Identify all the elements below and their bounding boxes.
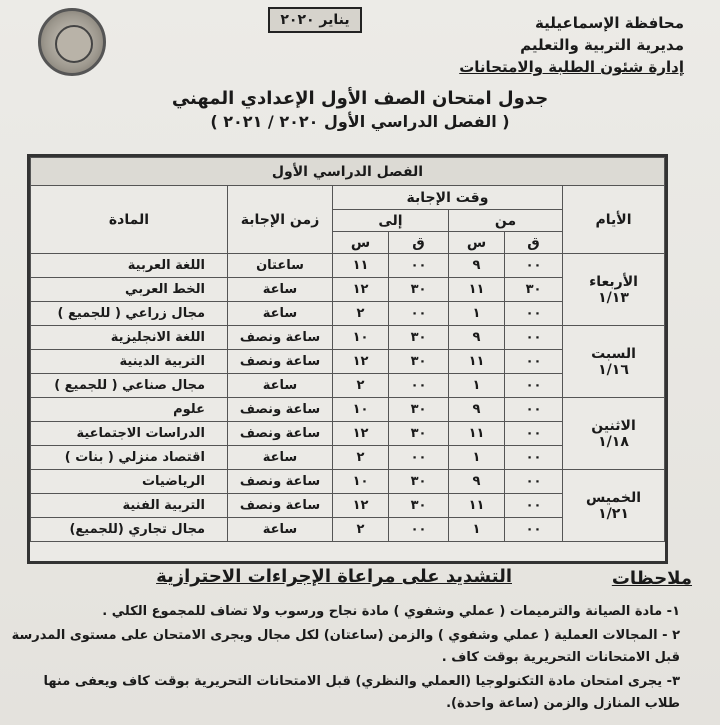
subject-cell: التربية الفنية <box>31 494 228 518</box>
to-hours-cell: ١٢ <box>333 350 389 374</box>
emblem-logo <box>38 8 106 76</box>
notes-heading: ملاحظات <box>611 568 692 589</box>
from-minutes-cell: ٠٠ <box>505 254 563 278</box>
from-minutes-cell: ٠٠ <box>505 518 563 542</box>
to-minutes-cell: ٣٠ <box>389 422 449 446</box>
note-1: ١- مادة الصيانة والترميمات ( عملي وشفوي ) مادة نجاح ورسوب ولا تضاف للمجموع الكلي . <box>102 604 680 619</box>
from-hours-cell: ١ <box>449 518 505 542</box>
subject-cell: علوم <box>31 398 228 422</box>
page-title: جدول امتحان الصف الأول الإعدادي المهني <box>171 88 549 109</box>
to-minutes-cell: ٣٠ <box>389 398 449 422</box>
day-cell <box>563 470 665 542</box>
day-name: الخميس <box>585 489 642 506</box>
from-hours-cell: ١ <box>449 374 505 398</box>
from-hours-cell: ١ <box>449 446 505 470</box>
from-hours-cell: ١١ <box>449 278 505 302</box>
subject-cell: الرياضيات <box>31 470 228 494</box>
to-hours-cell: ٢ <box>333 374 389 398</box>
to-header: إلى <box>333 210 449 232</box>
precautions-warning: التشديد على مراعاة الإجراءات الاحترازية <box>156 566 512 587</box>
duration-cell: ساعة ونصف <box>228 350 333 374</box>
to-hours-cell: ١٢ <box>333 422 389 446</box>
subject-header: المادة <box>31 186 228 254</box>
header-directorate: مديرية التربية والتعليم <box>520 36 684 54</box>
note-3b: طلاب المنازل والزمن (ساعة واحدة). <box>446 696 680 711</box>
from-hours-header: س <box>449 232 505 254</box>
date-box: يناير ٢٠٢٠ <box>268 7 362 33</box>
subject-cell: التربية الدينية <box>31 350 228 374</box>
from-minutes-cell: ٠٠ <box>505 398 563 422</box>
from-minutes-cell: ٠٠ <box>505 494 563 518</box>
duration-cell: ساعة ونصف <box>228 494 333 518</box>
duration-cell: ساعة <box>228 446 333 470</box>
to-minutes-header: ق <box>389 232 449 254</box>
from-minutes-cell: ٠٠ <box>505 350 563 374</box>
exam-schedule-table <box>30 157 665 542</box>
to-minutes-cell: ٣٠ <box>389 326 449 350</box>
to-hours-header: س <box>333 232 389 254</box>
header-department: إدارة شئون الطلبة والامتحانات <box>459 58 684 76</box>
duration-header: زمن الإجابة <box>228 186 333 254</box>
day-date: ١/٢١ <box>598 505 629 522</box>
from-hours-cell: ١ <box>449 302 505 326</box>
to-minutes-cell: ٣٠ <box>389 278 449 302</box>
day-cell <box>563 398 665 470</box>
subject-cell: اقتصاد منزلي ( بنات ) <box>31 446 228 470</box>
answer-time-header: وقت الإجابة <box>333 186 563 210</box>
from-minutes-cell: ٠٠ <box>505 470 563 494</box>
note-2a: ٢ - المجالات العملية ( عملي وشفوي ) والزمن (ساعتان) لكل مجال ويجرى الامتحان على مستوى المدرسة <box>11 628 680 643</box>
to-minutes-cell: ٠٠ <box>389 446 449 470</box>
duration-cell: ساعة <box>228 278 333 302</box>
from-minutes-cell: ٠٠ <box>505 374 563 398</box>
subject-cell: اللغة العربية <box>31 254 228 278</box>
from-minutes-cell: ٠٠ <box>505 326 563 350</box>
from-minutes-cell: ٠٠ <box>505 422 563 446</box>
to-hours-cell: ١٠ <box>333 326 389 350</box>
to-minutes-cell: ٣٠ <box>389 494 449 518</box>
to-hours-cell: ٢ <box>333 302 389 326</box>
to-minutes-cell: ٠٠ <box>389 518 449 542</box>
page-subtitle: ( الفصل الدراسي الأول ٢٠٢٠ / ٢٠٢١ ) <box>210 112 510 131</box>
day-name: الاثنين <box>591 417 636 434</box>
to-minutes-cell: ٠٠ <box>389 302 449 326</box>
from-minutes-header: ق <box>505 232 563 254</box>
table-row <box>31 398 665 422</box>
to-minutes-cell: ٣٠ <box>389 350 449 374</box>
exam-table-frame <box>27 154 668 564</box>
from-hours-cell: ٩ <box>449 254 505 278</box>
section-heading: الفصل الدراسي الأول <box>31 158 665 186</box>
to-hours-cell: ٢ <box>333 446 389 470</box>
note-2b: قبل الامتحانات التحريرية بوقت كاف . <box>441 650 680 665</box>
duration-cell: ساعة ونصف <box>228 398 333 422</box>
day-cell <box>563 254 665 326</box>
from-minutes-cell: ٠٠ <box>505 302 563 326</box>
duration-cell: ساعة <box>228 374 333 398</box>
duration-cell: ساعة ونصف <box>228 422 333 446</box>
header-governorate: محافظة الإسماعيلية <box>535 14 684 32</box>
to-hours-cell: ١٢ <box>333 278 389 302</box>
table-row <box>31 254 665 278</box>
to-minutes-cell: ٠٠ <box>389 374 449 398</box>
from-hours-cell: ١١ <box>449 350 505 374</box>
emblem-caption-decoration <box>40 72 100 78</box>
from-header: من <box>449 210 563 232</box>
subject-cell: الدراسات الاجتماعية <box>31 422 228 446</box>
day-date: ١/١٦ <box>598 361 629 378</box>
day-name: السبت <box>591 345 636 362</box>
note-3a: ٣- يجرى امتحان مادة التكنولوجيا (العملي والنظري) قبل الامتحانات التحريرية بوقت كاف ويعفى منها <box>43 674 680 689</box>
to-hours-cell: ٢ <box>333 518 389 542</box>
duration-cell: ساعة ونصف <box>228 470 333 494</box>
day-date: ١/١٣ <box>598 289 629 306</box>
day-cell <box>563 326 665 398</box>
subject-cell: مجال تجاري (للجميع) <box>31 518 228 542</box>
to-minutes-cell: ٠٠ <box>389 254 449 278</box>
to-minutes-cell: ٣٠ <box>389 470 449 494</box>
duration-cell: ساعتان <box>228 254 333 278</box>
subject-cell: مجال صناعي ( للجميع ) <box>31 374 228 398</box>
subject-cell: اللغة الانجليزية <box>31 326 228 350</box>
from-hours-cell: ١١ <box>449 494 505 518</box>
from-minutes-cell: ٠٠ <box>505 446 563 470</box>
to-hours-cell: ١١ <box>333 254 389 278</box>
days-header: الأيام <box>563 186 665 254</box>
duration-cell: ساعة <box>228 302 333 326</box>
emblem-inner <box>55 25 93 63</box>
duration-cell: ساعة ونصف <box>228 326 333 350</box>
duration-cell: ساعة <box>228 518 333 542</box>
day-name: الأربعاء <box>589 273 638 290</box>
subject-cell: الخط العربي <box>31 278 228 302</box>
from-hours-cell: ٩ <box>449 326 505 350</box>
from-minutes-cell: ٣٠ <box>505 278 563 302</box>
to-hours-cell: ١٠ <box>333 398 389 422</box>
from-hours-cell: ٩ <box>449 470 505 494</box>
to-hours-cell: ١٠ <box>333 470 389 494</box>
from-hours-cell: ١١ <box>449 422 505 446</box>
day-date: ١/١٨ <box>598 433 629 450</box>
table-row <box>31 326 665 350</box>
subject-cell: مجال زراعي ( للجميع ) <box>31 302 228 326</box>
table-row <box>31 470 665 494</box>
from-hours-cell: ٩ <box>449 398 505 422</box>
to-hours-cell: ١٢ <box>333 494 389 518</box>
